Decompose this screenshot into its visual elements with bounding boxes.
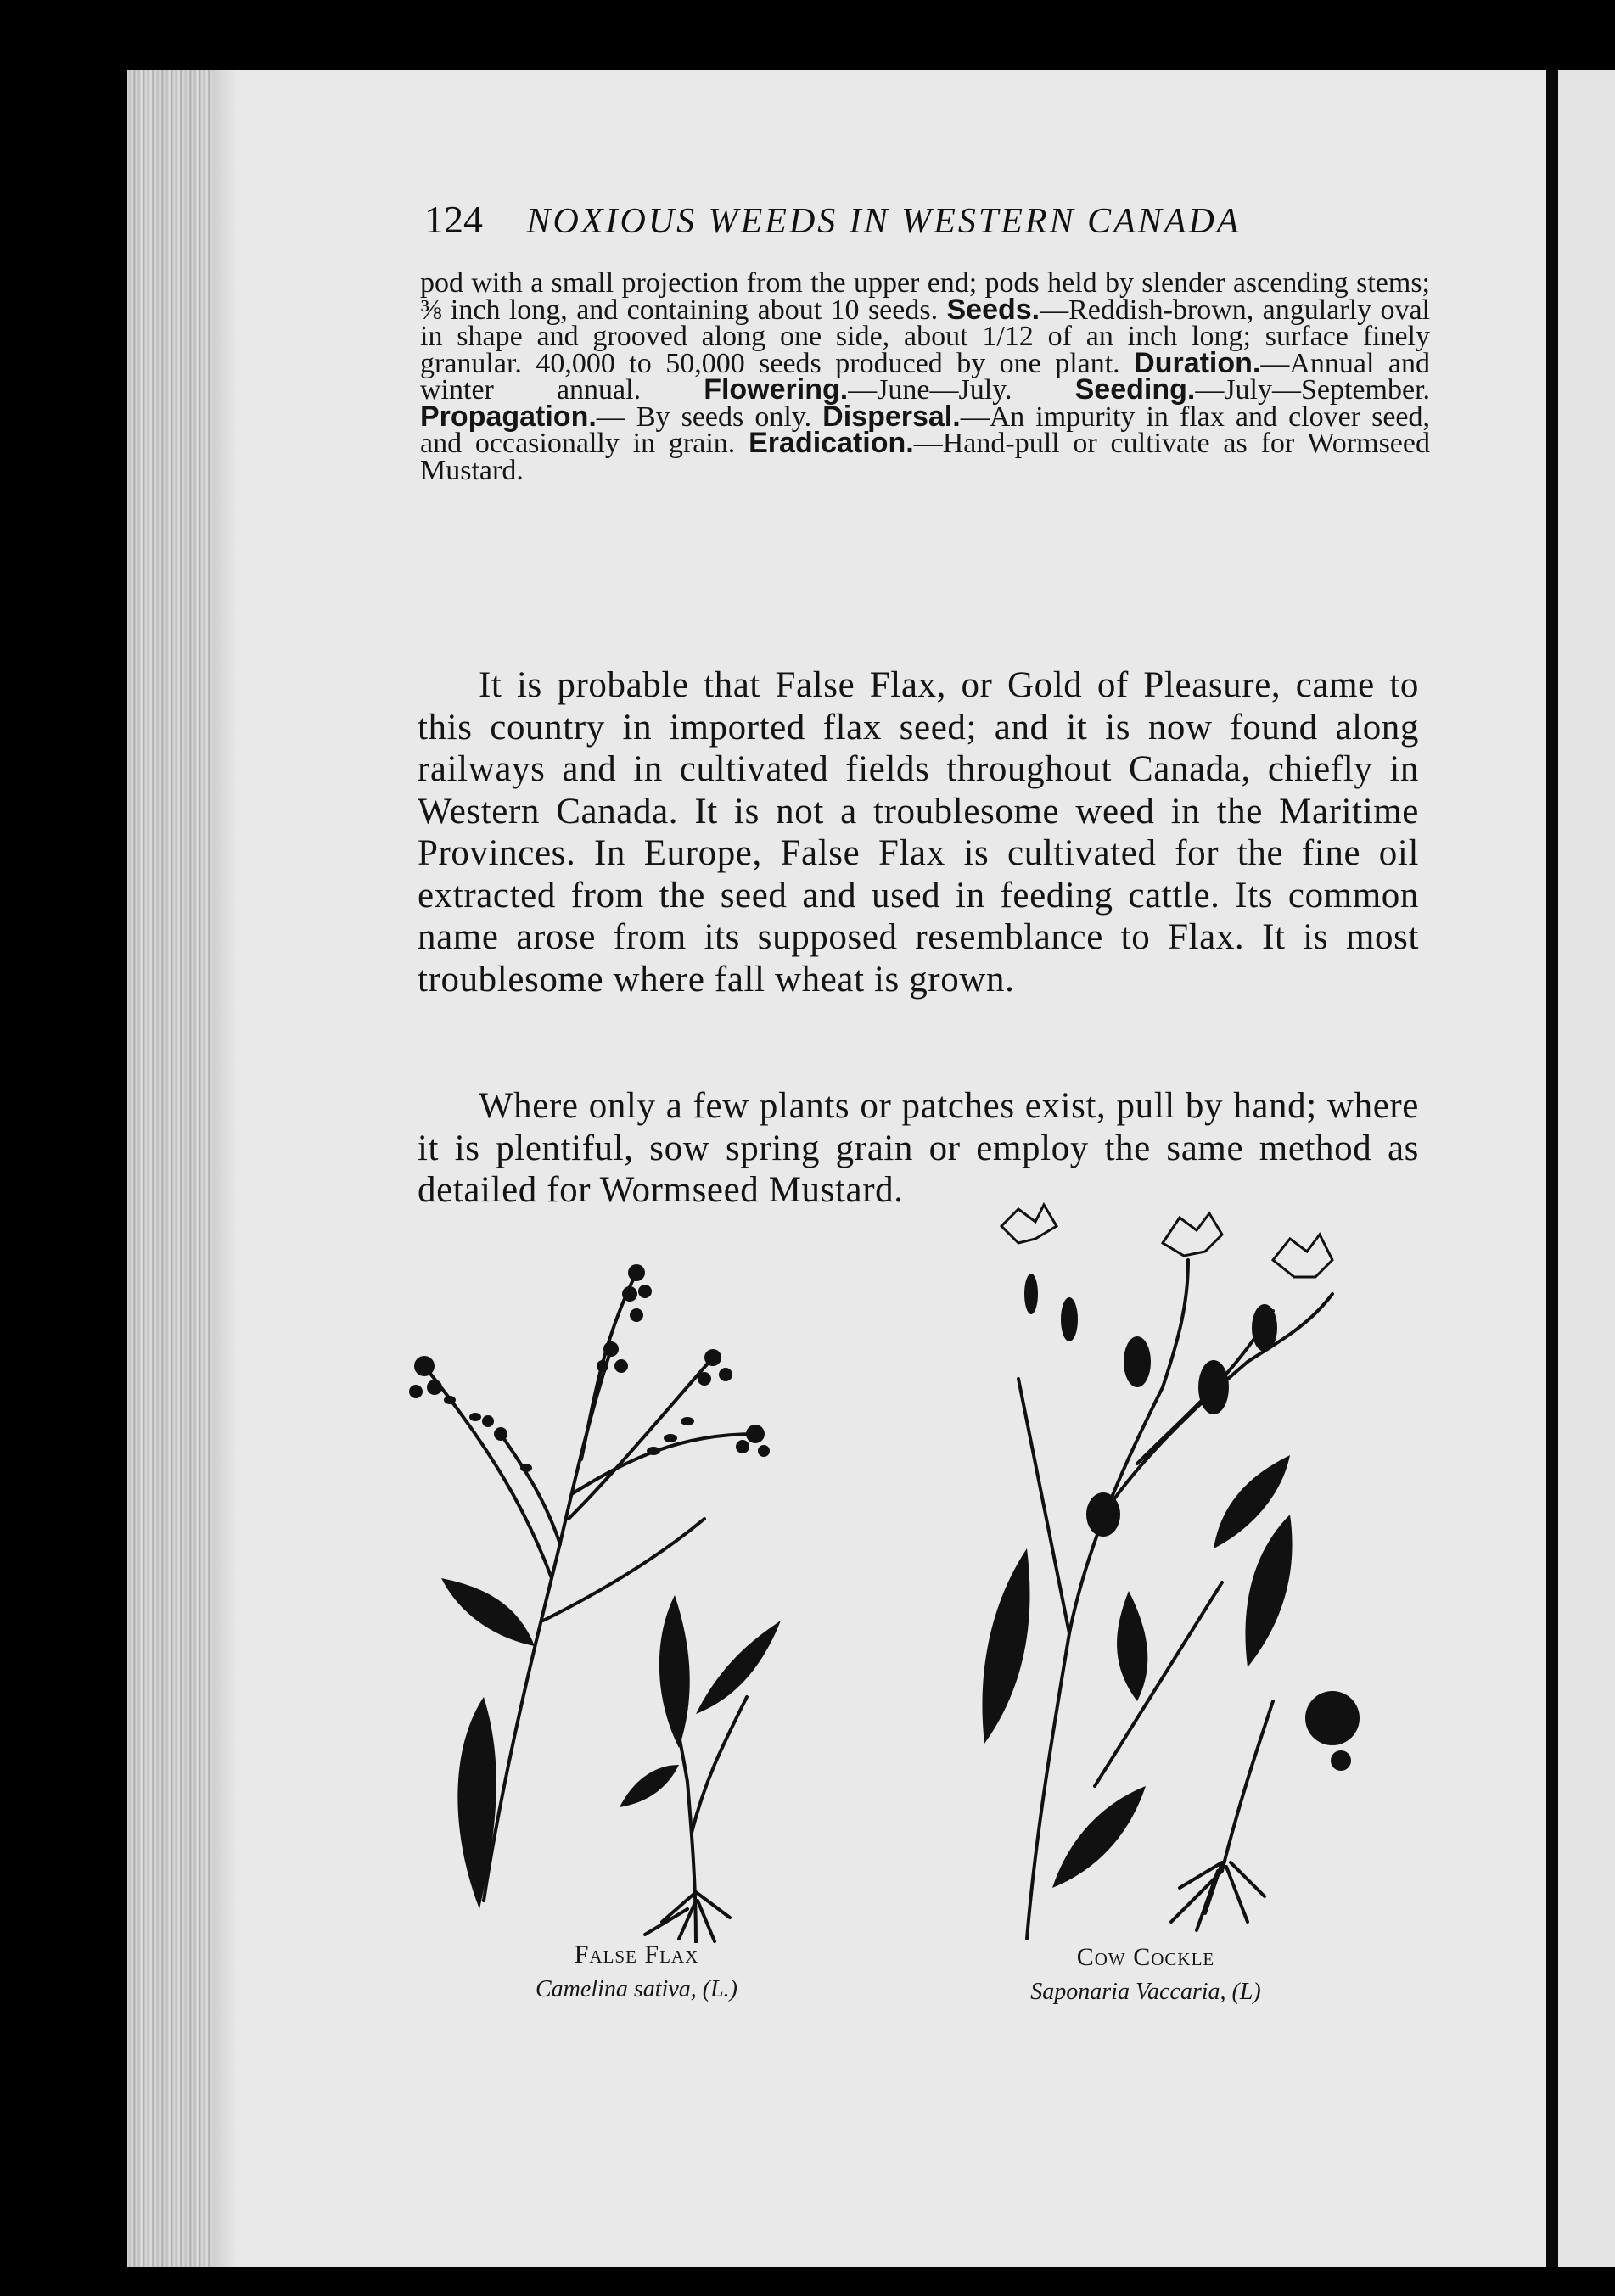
caption-false-flax (509, 1940, 764, 2003)
dispersal-label: Dispersal. (822, 400, 961, 433)
spine-shadow (212, 70, 238, 2267)
adjacent-page-edge (1558, 70, 1615, 2267)
seeds-text: —Reddish-brown, angularly oval in shape and grooved along one side, about 1/12 of an inch long; surface finely granular. 40,000 to 50,000 seeds produced by one plant. (420, 294, 1431, 379)
eradication-label: Eradication. (749, 427, 914, 459)
page-number: 124 (424, 198, 483, 241)
duration-text: —Annual and winter annual. (420, 347, 1430, 406)
duration-label: Duration. (1134, 346, 1261, 379)
page-gutter (1546, 70, 1558, 2267)
seeding-label: Seeding. (1074, 373, 1196, 406)
description-intro: pod with a small projection from the upper end; pods held by slender ascending stems; ⅜ inch long, and containing about 10 seeds. (420, 267, 1430, 326)
running-header (424, 197, 1341, 242)
seeding-text: —July—September. (1195, 374, 1431, 406)
flowering-text: —June—July. (848, 374, 1012, 406)
eradication-text: —Hand-pull or cultivate as for Wormseed Mustard. (420, 428, 1430, 486)
propagation-text: — By seeds only. (596, 400, 812, 433)
running-title: NOXIOUS WEEDS IN WESTERN CANADA (526, 202, 1242, 241)
caption-name: False Flax (574, 1940, 699, 1968)
caption-scientific-name: Saponaria Vaccaria, (L) (1030, 1979, 1261, 2005)
propagation-label: Propagation. (420, 400, 597, 433)
plant-description (420, 267, 1431, 486)
book-spine (127, 70, 212, 2267)
paragraph-control: Where only a few plants or patches exist, pull by hand; where it is plentiful, sow spring grain or employ the same method as detailed for Wormseed Mustard. (418, 1086, 1419, 1210)
cow-cockle-illustration (967, 1192, 1392, 1943)
caption-name: Cow Cockle (1076, 1943, 1215, 1971)
caption-cow-cockle (967, 1943, 1324, 2006)
false-flax-illustration (399, 1239, 798, 1943)
seeds-label: Seeds. (946, 293, 1040, 326)
dispersal-text: —An impurity in flax and clover seed, and occasionally in grain. (420, 400, 1431, 459)
caption-scientific-name: Camelina sativa, (L.) (536, 1976, 737, 2002)
paragraph-origin: It is probable that False Flax, or Gold of Pleasure, came to this country in imported flax seed; and it is now found along railways and in cultivated fields throughout Canada, chiefly in Western Canada. It is not a troublesome weed in the Maritime Provinces. In Europe, False Flax is cultivated for the fine oil extracted from the seed and used in feeding cattle. Its common name arose from its supposed resemblance to Flax. It is most troublesome where fall wheat is grown. (418, 665, 1419, 1000)
flowering-label: Flowering. (704, 373, 849, 406)
